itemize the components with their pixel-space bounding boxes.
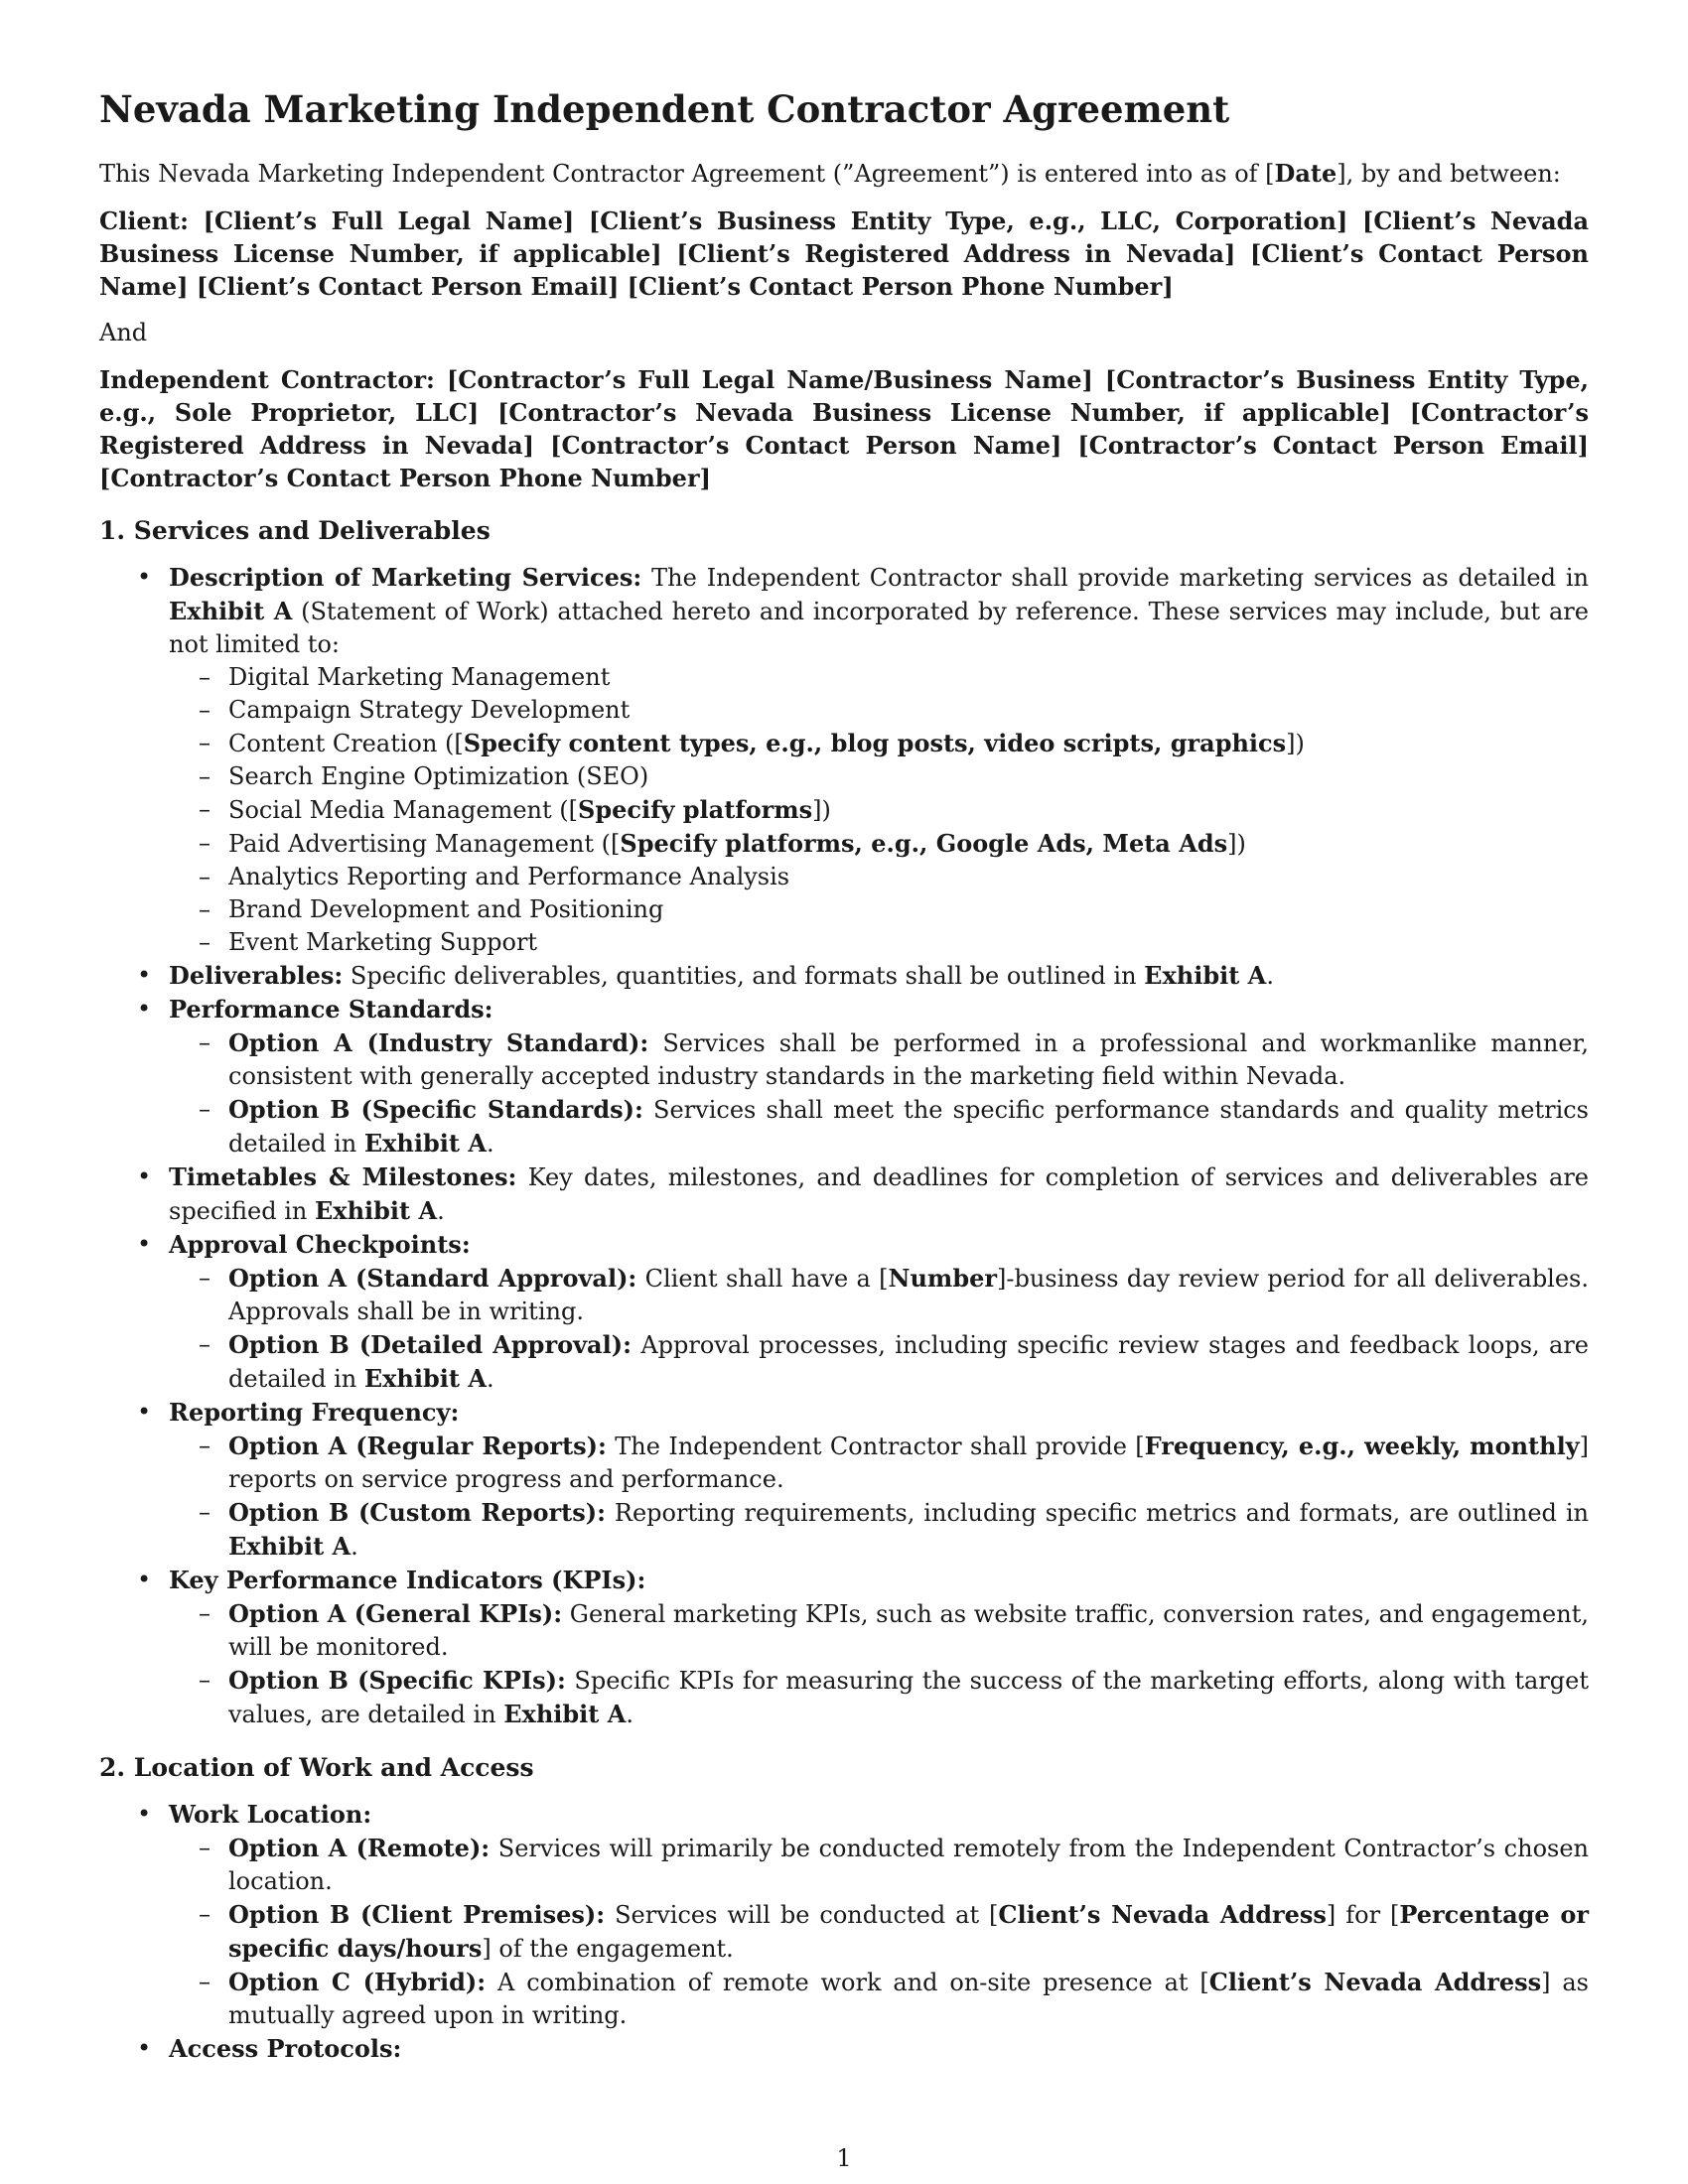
list-item: – Option B (Specific KPIs): Specific KPIs for measuring the success of the marketing efforts, along with target values, are detailed in Exhibit A. [169,1664,1589,1731]
list-item: – Option A (Standard Approval): Client shall have a [Number]-business day review period for all deliverables. Approvals shall be in writing. [169,1262,1589,1328]
list-item: – Campaign Strategy Development [169,694,1589,727]
list-item-deliverables: • Deliverables: Specific deliverables, quantities, and formats shall be outlined in Exhibit A. [99,959,1589,993]
list-item-reporting: • Reporting Frequency: – Option A (Regular Reports): The Independent Contractor shall provide [Frequency, e.g., weekly, monthly] reports on service progress and performance. – Option B (Custom Reports): Reporting requirements, including specific metrics and formats, are outlined in Exhibit A. [99,1396,1589,1564]
list-item: – Option B (Custom Reports): Reporting requirements, including specific metrics and formats, are outlined in Exhibit A. [169,1496,1589,1564]
list-item: – Option A (Industry Standard): Services shall be performed in a professional and workmanlike manner, consistent with generally accepted industry standards in the marketing field within Nevada. [169,1026,1589,1093]
document-page [99,87,1589,2066]
list-item: – Paid Advertising Management ([Specify platforms, e.g., Google Ads, Meta Ads]) [169,827,1589,861]
list-item: – Option B (Detailed Approval): Approval processes, including specific review stages and feedback loops, are detailed in Exhibit A. [169,1328,1589,1396]
list-item: – Option A (General KPIs): General marketing KPIs, such as website traffic, conversion rates, and engagement, will be monitored. [169,1597,1589,1664]
document-title: Nevada Marketing Independent Contractor Agreement [99,87,1230,131]
list-item: – Search Engine Optimization (SEO) [169,760,1589,793]
list-item-access-protocols: • Access Protocols: [99,2032,1589,2066]
list-item: – Option B (Specific Standards): Services shall meet the specific performance standards and quality metrics detailed in Exhibit A. [169,1093,1589,1160]
intro-paragraph: This Nevada Marketing Independent Contractor Agreement (”Agreement”) is entered into as of [Date], by and between: [99,159,1561,189]
section-2-heading: 2. Location of Work and Access [99,1753,534,1783]
section-1-list [99,561,1589,1731]
list-item: – Brand Development and Positioning [169,893,1589,926]
list-item-work-location: • Work Location: – Option A (Remote): Services will primarily be conducted remotely from the Independent Contractor’s chosen location. – Option B (Client Premises): Services will be conducted at [Client’s Nevada Address] for [Percentage or specific days/hours] of the engagement. – Option C (Hybrid): A combination of remote work and on-site presence at [Client’s Nevada Address] as mutually agreed upon in writing. [99,1798,1589,2032]
list-item: – Event Marketing Support [169,926,1589,959]
section-1-heading: 1. Services and Deliverables [99,516,491,546]
list-item-approval: • Approval Checkpoints: – Option A (Standard Approval): Client shall have a [Number]-business day review period for all deliverables. Approvals shall be in writing. – Option B (Detailed Approval): Approval processes, including specific review stages and feedback loops, are detailed in Exhibit A. [99,1228,1589,1396]
client-block: Client: [Client’s Full Legal Name] [Client’s Business Entity Type, e.g., LLC, Corporation] [Client’s Nevada Business License Number, if applicable] [Client’s Registered Address in Nevada] [Client’s Contact Person Name] [Client’s Contact Person Email] [Client’s Contact Person Phone Number] [99,206,1589,302]
list-item-timetables: • Timetables & Milestones: Key dates, milestones, and deadlines for completion of services and deliverables are specified in Exhibit A. [99,1160,1589,1228]
list-item-description: • Description of Marketing Services: The Independent Contractor shall provide marketing services as detailed in Exhibit A (Statement of Work) attached hereto and incorporated by reference. These services may include, but are not limited to: – Digital Marketing Management – Campaign Strategy Development – Content Creation ([Specify content types, e.g., blog posts, video scripts, graphics]) – Search Engine Optimization (SEO) – Social Media Management ([Specify platforms]) – Paid Advertising Management ([Specify platforms, e.g., Google Ads, Meta Ads]) – Analytics Reporting and Performance Analysis – Brand Development and Positioning – Event Marketing Support [99,561,1589,959]
list-item: – Social Media Management ([Specify platforms]) [169,793,1589,827]
list-item: – Option A (Regular Reports): The Independent Contractor shall provide [Frequency, e.g., weekly, monthly] reports on service progress and performance. [169,1430,1589,1496]
services-sublist [169,661,1589,959]
list-item: – Option B (Client Premises): Services will be conducted at [Client’s Nevada Address] for [Percentage or specific days/hours] of the engagement. [169,1898,1589,1966]
list-item: – Digital Marketing Management [169,661,1589,694]
section-2-list [99,1798,1589,2066]
list-item-performance: • Performance Standards: – Option A (Industry Standard): Services shall be performed in a professional and workmanlike manner, consistent with generally accepted industry standards in the marketing field within Nevada. – Option B (Specific Standards): Services shall meet the specific performance standards and quality metrics detailed in Exhibit A. [99,993,1589,1160]
list-item: – Option C (Hybrid): A combination of remote work and on-site presence at [Client’s Nevada Address] as mutually agreed upon in writing. [169,1966,1589,2032]
page-number: 1 [836,2144,852,2172]
list-item: – Content Creation ([Specify content types, e.g., blog posts, video scripts, graphics]) [169,727,1589,760]
and-text: And [99,319,148,347]
list-item: – Analytics Reporting and Performance Analysis [169,861,1589,893]
list-item: – Option A (Remote): Services will primarily be conducted remotely from the Independent Contractor’s chosen location. [169,1832,1589,1898]
contractor-block: Independent Contractor: [Contractor’s Full Legal Name/Business Name] [Contractor’s Business Entity Type, e.g., Sole Proprietor, LLC] [Contractor’s Nevada Business License Number, if applicable] [Contractor’s Registered Address in Nevada] [Contractor’s Contact Person Name] [Contractor’s Contact Person Email] [Contractor’s Contact Person Phone Number] [99,365,1589,493]
list-item-kpis: • Key Performance Indicators (KPIs): – Option A (General KPIs): General marketing KPIs, such as website traffic, conversion rates, and engagement, will be monitored. – Option B (Specific KPIs): Specific KPIs for measuring the success of the marketing efforts, along with target values, are detailed in Exhibit A. [99,1564,1589,1731]
